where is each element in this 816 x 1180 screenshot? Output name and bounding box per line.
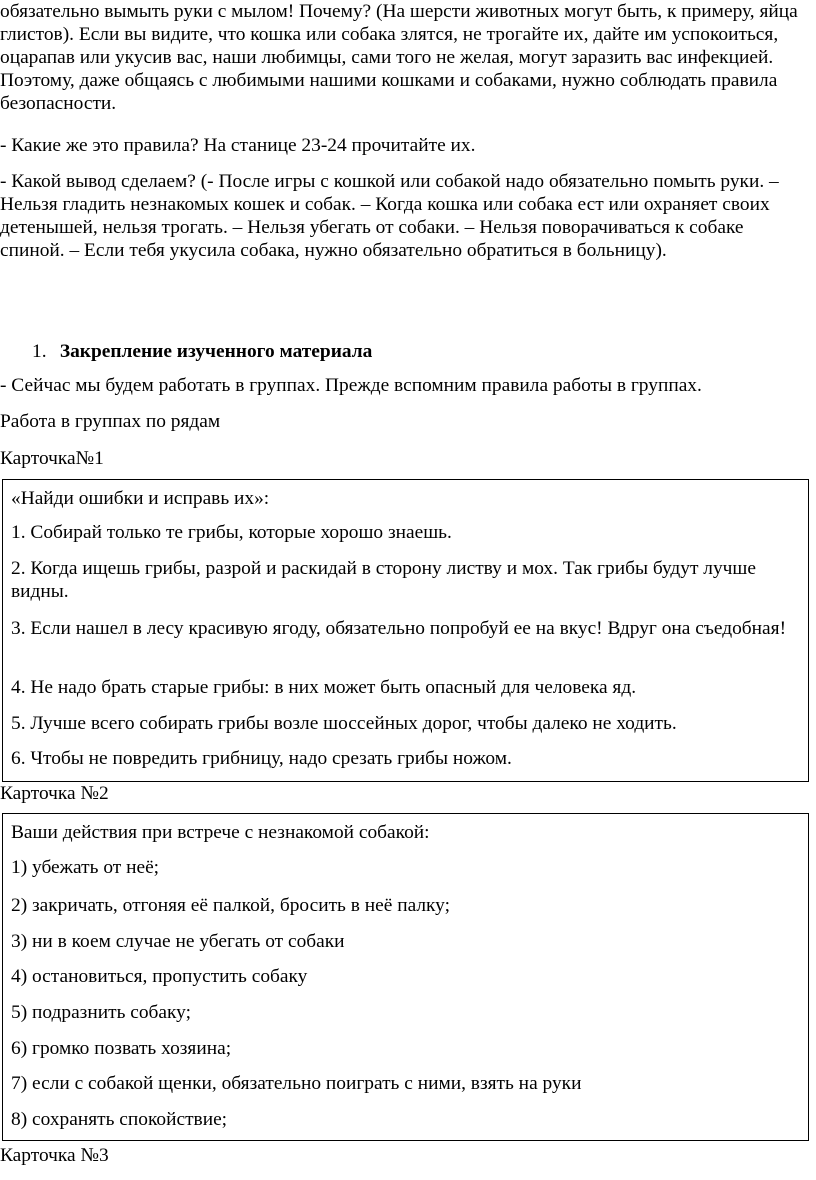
card2-item: 1) убежать от неё; — [11, 857, 160, 878]
card1-item: 2. Когда ищешь грибы, разрой и раскидай в сторону листву и мох. Так грибы будут лучше видны. — [11, 558, 756, 602]
card1-item: 5. Лучше всего собирать грибы возле шоссейных дорог, чтобы далеко не ходить. — [11, 713, 677, 734]
card2-item: 3) ни в коем случае не убегать от собаки — [11, 931, 345, 952]
card1-box — [2, 479, 809, 782]
conclusion-paragraph: - Какой вывод сделаем? (- После игры с кошкой или собакой надо обязательно помыть руки. – Нельзя гладить незнакомых кошек и собак. – Когда кошка или собака ест или охраняет своих детенышей, нельзя трогать. – Нельзя убегать от собаки. – Нельзя поворачиваться к собаке спиной. – Если тебя укусила собака, нужно обязательно обратиться в больницу). — [0, 171, 779, 261]
card1-item: 1. Собирай только те грибы, которые хорошо знаешь. — [11, 522, 452, 543]
intro-paragraph: обязательно вымыть руки с мылом! Почему? (На шерсти животных могут быть, к примеру, яйца глистов). Если вы видите, что кошка или собака злятся, не трогайте их, дайте им успокоиться, оцарапав или укусив вас, наши любимцы, сами того не желая, могут заразить вас инфекцией. Поэтому, даже общаясь с любимыми нашими кошками и собаками, нужно соблюдать правила безопасности. — [0, 1, 798, 114]
card2-label: Карточка №2 — [0, 783, 109, 804]
card2-item: 4) остановиться, пропустить собаку — [11, 966, 308, 987]
section-number: 1. — [32, 341, 47, 362]
card1-title: «Найди ошибки и исправь их»: — [11, 488, 270, 509]
card2-box — [2, 813, 809, 1141]
section-title: Закрепление изученного материала — [59, 341, 373, 362]
card1-item: 6. Чтобы не повредить грибницу, надо срезать грибы ножом. — [11, 748, 512, 769]
group-work-rows: Работа в группах по рядам — [0, 411, 221, 432]
card2-title: Ваши действия при встрече с незнакомой собакой: — [11, 822, 430, 843]
card2-item: 6) громко позвать хозяина; — [11, 1038, 232, 1059]
question-rules: - Какие же это правила? На станице 23-24 прочитайте их. — [0, 135, 476, 156]
card2-item: 8) сохранять спокойствие; — [11, 1109, 228, 1130]
card2-item: 7) если с собакой щенки, обязательно поиграть с ними, взять на руки — [11, 1073, 582, 1094]
card1-item: 3. Если нашел в лесу красивую ягоду, обязательно попробуй ее на вкус! Вдруг она съедобная! — [11, 618, 787, 639]
card2-item: 5) подразнить собаку; — [11, 1002, 192, 1023]
card1-item: 4. Не надо брать старые грибы: в них может быть опасный для человека яд. — [11, 677, 637, 698]
card2-item: 2) закричать, отгоняя её палкой, бросить в неё палку; — [11, 895, 450, 916]
group-work-intro: - Сейчас мы будем работать в группах. Прежде вспомним правила работы в группах. — [0, 375, 702, 396]
card3-label: Карточка №3 — [0, 1145, 109, 1166]
section-heading — [32, 340, 372, 363]
card1-label: Карточка№1 — [0, 448, 104, 469]
